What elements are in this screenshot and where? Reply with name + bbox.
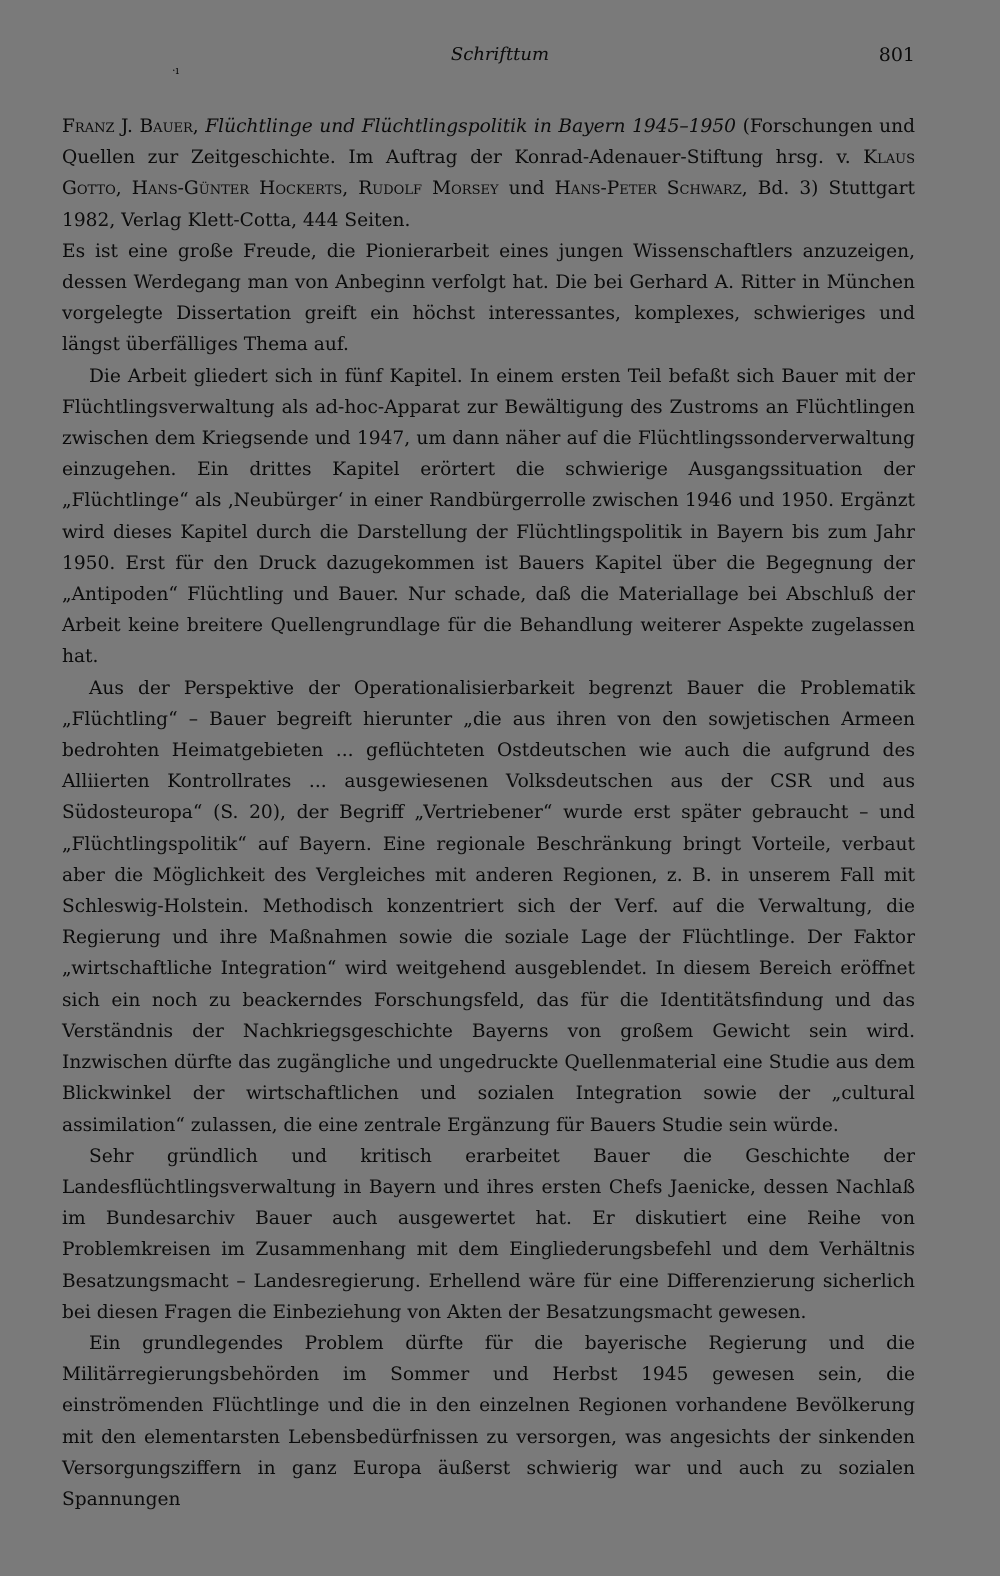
citation: [62, 111, 915, 236]
paragraph-1: Es ist eine große Freude, die Pionierarbeit eines jungen Wissenschaftlers anzuzeigen, dessen Werdegang man von Anbeginn verfolgt hat. Die bei Gerhard A. Ritter in München vorgelegte Dissertation greift ein höchst interessantes, komplexes, schwieriges und längst überfälliges Thema auf.: [62, 240, 915, 356]
citation-editor-last: Hans-Peter Schwarz,: [554, 178, 748, 200]
running-title: Schrifttum: [450, 44, 550, 65]
citation-editors: Klaus Gotto, Hans-Günter Hockerts, Rudolf Morsey: [62, 147, 915, 200]
review-body: [62, 111, 915, 1515]
citation-author: Franz J. Bauer,: [62, 116, 199, 137]
citation-series-pre: (Forschungen und Quellen zur Zeitgeschichte. Im Auftrag der Konrad-Adenauer-Stiftung hrsg. v.: [62, 116, 915, 169]
paragraph-3: Aus der Perspektive der Operationalisierbarkeit begrenzt Bauer die Problematik „Flüchtling“ – Bauer begreift hierunter „die aus ihren von den sowjetischen Armeen bedrohten Heimatgebieten ... geflüchteten Ostdeutschen wie auch die aufgrund des Alliierten Kontrollrates ... ausgewiesenen Volksdeutschen aus der CSR und aus Südosteuropa“ (S. 20), der Begriff „Vertriebener“ wurde erst später gebraucht – und „Flüchtlingspolitik“ auf Bayern. Eine regionale Beschränkung bringt Vorteile, verbaut aber die Möglichkeit des Vergleiches mit anderen Regionen, z. B. in unserem Fall mit Schleswig-Holstein. Methodisch konzentriert sich der Verf. auf die Verwaltung, die Regierung und ihre Maßnahmen sowie die soziale Lage der Flüchtlinge. Der Faktor „wirtschaftliche Integration“ wird weitgehend ausgeblendet. In diesem Bereich eröffnet sich ein noch zu beackerndes Forschungsfeld, das für die Identitätsfindung und das Verständnis der Nachkriegsgeschichte Bayerns von großem Gewicht sein wird. Inzwischen dürfte das zugängliche und ungedruckte Quellenmaterial eine Studie aus dem Blickwinkel der wirtschaftlichen und sozialen Integration sowie der „cultural assimilation“ zulassen, die eine zentrale Ergänzung für Bauers Studie sein würde.: [62, 677, 915, 1136]
margin-mark: ·ı: [172, 64, 180, 77]
citation-title: Flüchtlinge und Flüchtlingspolitik in Bayern 1945–1950: [205, 116, 737, 137]
citation-series-post: Bd. 3) Stuttgart 1982, Verlag Klett-Cotta, 444 Seiten.: [62, 178, 915, 231]
paragraph-5: Ein grundlegendes Problem dürfte für die bayerische Regierung und die Militärregierungsbehörden im Sommer und Herbst 1945 gewesen sein, die einströmenden Flüchtlinge und die in den einzelnen Regionen vorhandene Bevölkerung mit den elementarsten Lebensbedürfnissen zu versorgen, was angesichts der sinkenden Versorgungsziffern in ganz Europa äußerst schwierig war und auch zu sozialen Spannungen: [62, 1332, 915, 1510]
page-header: [0, 44, 1000, 77]
page-number: 801: [878, 44, 915, 66]
citation-und: und: [508, 178, 545, 200]
paragraph-2: Die Arbeit gliedert sich in fünf Kapitel. In einem ersten Teil befaßt sich Bauer mit der Flüchtlingsverwaltung als ad-hoc-Apparat zur Bewältigung des Zustroms an Flüchtlingen zwischen dem Kriegsende und 1947, um dann näher auf die Flüchtlingssonderverwaltung einzugehen. Ein drittes Kapitel erörtert die schwierige Ausgangssituation der „Flüchtlinge“ als ‚Neubürger‘ in einer Randbürgerrolle zwischen 1946 und 1950. Ergänzt wird dieses Kapitel durch die Darstellung der Flüchtlingspolitik in Bayern bis zum Jahr 1950. Erst für den Druck dazugekommen ist Bauers Kapitel über die Begegnung der „Antipoden“ Flüchtling und Bauer. Nur schade, daß die Materiallage bei Abschluß der Arbeit keine breitere Quellengrundlage für die Behandlung weiterer Aspekte zugelassen hat.: [62, 365, 915, 668]
paragraph-4: Sehr gründlich und kritisch erarbeitet Bauer die Geschichte der Landesflüchtlingsverwaltung in Bayern und ihres ersten Chefs Jaenicke, dessen Nachlaß im Bundesarchiv Bauer auch ausgewertet hat. Er diskutiert eine Reihe von Problemkreisen im Zusammenhang mit dem Eingliederungsbefehl und dem Verhältnis Besatzungsmacht – Landesregierung. Erhellend wäre für eine Differenzierung sicherlich bei diesen Fragen die Einbeziehung von Akten der Besatzungsmacht gewesen.: [62, 1145, 915, 1323]
